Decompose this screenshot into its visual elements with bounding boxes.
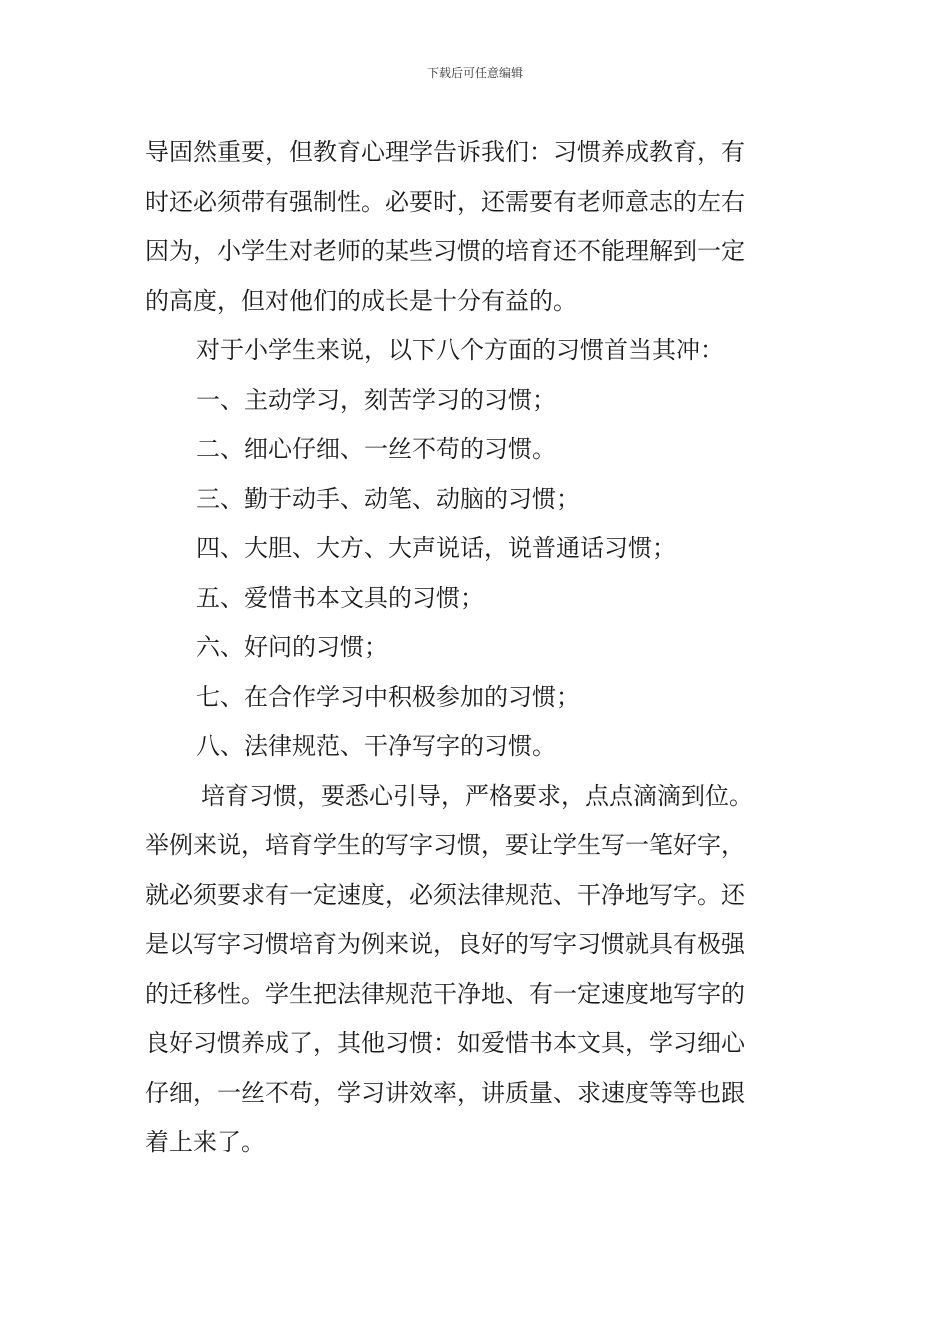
document-body bbox=[145, 128, 805, 1168]
page-header-note: 下载后可任意编辑 bbox=[426, 66, 523, 80]
text-line: 仔细，一丝不苟，学习讲效率，讲质量、求速度等等也跟 bbox=[145, 1078, 745, 1107]
text-line: 良好习惯养成了，其他习惯：如爱惜书本文具，学习细心 bbox=[145, 1029, 745, 1057]
habits-intro: 对于小学生来说，以下八个方面的习惯首当其冲： bbox=[196, 336, 724, 364]
paragraph-continuation bbox=[145, 128, 805, 326]
habit-item: 六、好问的习惯； bbox=[196, 633, 388, 661]
habits-list bbox=[145, 376, 805, 772]
text-line: 举例来说，培育学生的写字习惯，要让学生写一笔好字， bbox=[145, 831, 745, 859]
habit-item: 二、细心仔细、一丝不苟的习惯。 bbox=[196, 435, 556, 463]
text-line: 时还必须带有强制性。必要时，还需要有老师意志的左右 bbox=[145, 187, 745, 216]
text-line: 培育习惯，要悉心引导，严格要求，点点滴滴到位。 bbox=[201, 781, 753, 810]
text-line: 着上来了。 bbox=[145, 1128, 265, 1156]
habit-item: 三、勤于动手、动笔、动脑的习惯； bbox=[196, 484, 580, 513]
habit-item: 一、主动学习，刻苦学习的习惯； bbox=[196, 385, 556, 414]
habit-item: 五、爱惜书本文具的习惯； bbox=[196, 583, 484, 612]
text-line: 就必须要求有一定速度，必须法律规范、干净地写字。还 bbox=[145, 880, 745, 909]
text-line: 导固然重要，但教育心理学告诉我们：习惯养成教育，有 bbox=[145, 138, 745, 166]
habit-item: 八、法律规范、干净写字的习惯。 bbox=[196, 732, 556, 760]
habit-item: 七、在合作学习中积极参加的习惯； bbox=[196, 682, 580, 711]
habit-item: 四、大胆、大方、大声说话，说普通话习惯； bbox=[196, 534, 676, 562]
text-line: 的高度，但对他们的成长是十分有益的。 bbox=[145, 286, 577, 315]
text-line: 的迁移性。学生把法律规范干净地、有一定速度地写字的 bbox=[145, 979, 745, 1008]
text-line: 因为，小学生对老师的某些习惯的培育还不能理解到一定 bbox=[145, 237, 745, 265]
paragraph-habit-cultivation bbox=[145, 772, 805, 1168]
text-line: 是以写字习惯培育为例来说，良好的写字习惯就具有极强 bbox=[145, 930, 745, 958]
